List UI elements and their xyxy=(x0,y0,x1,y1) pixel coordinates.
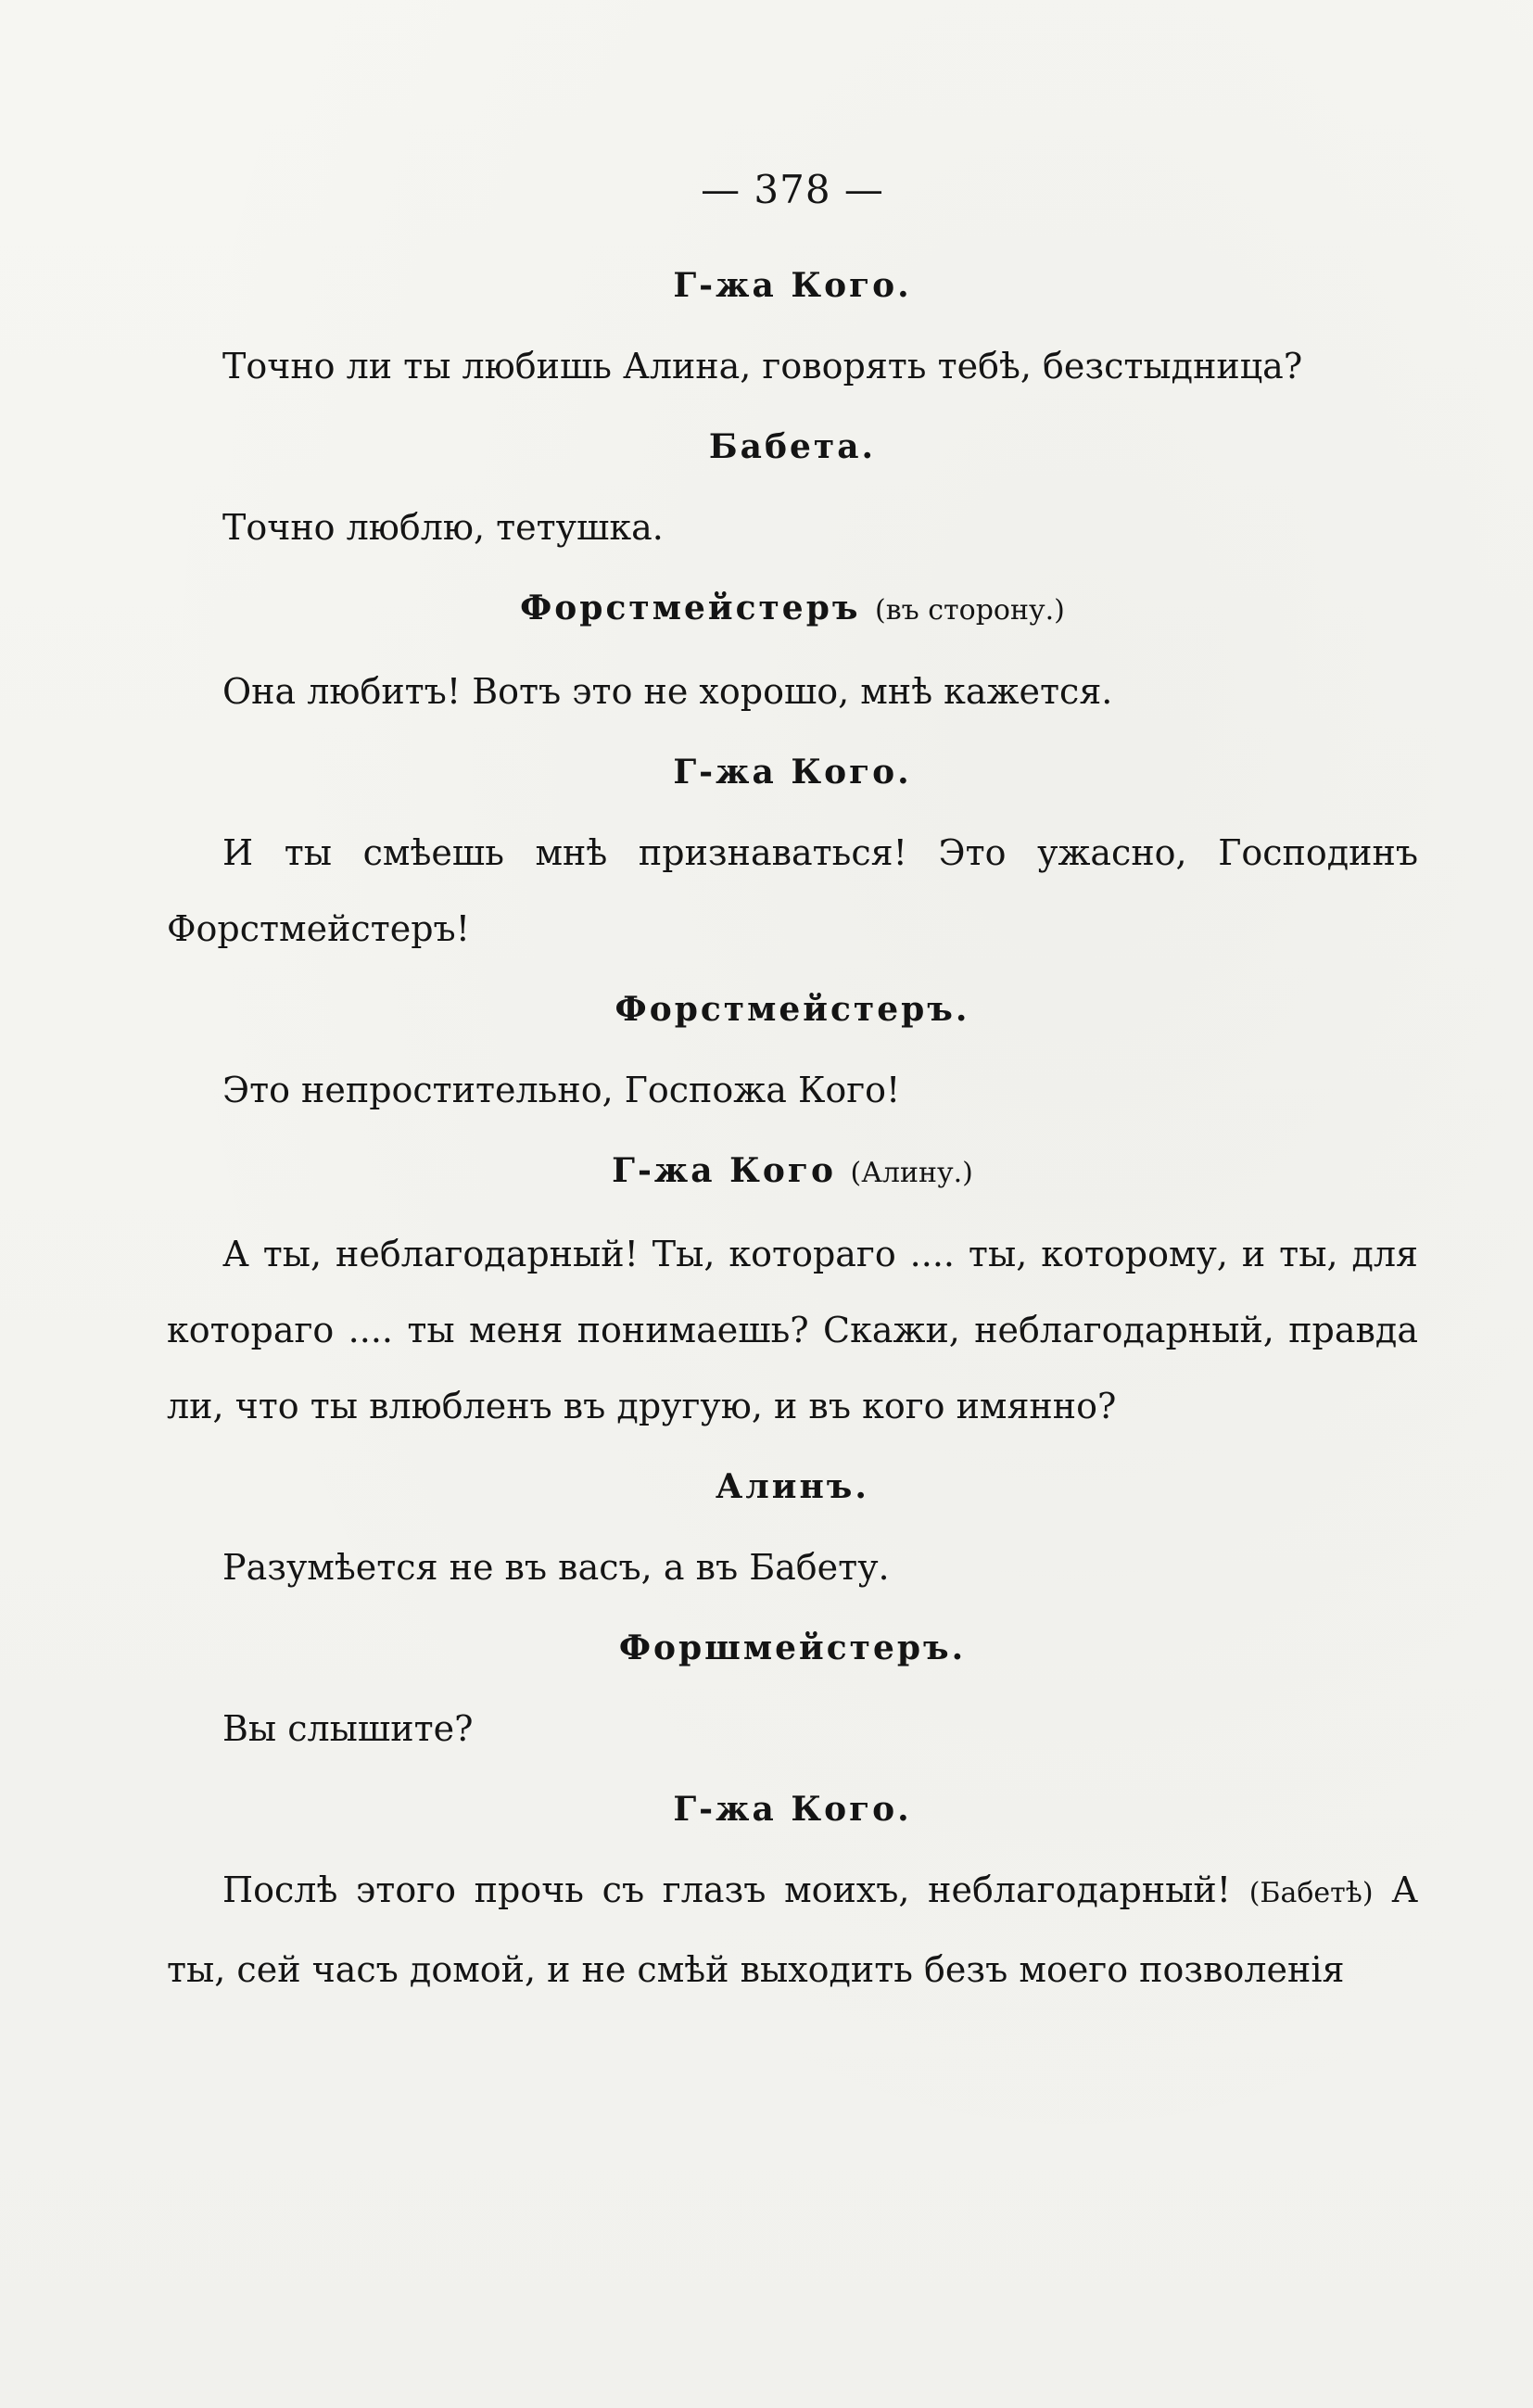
speaker-heading xyxy=(167,1626,1418,1670)
speaker-name: Бабета. xyxy=(708,427,877,466)
speaker-name: Форстмейстеръ. xyxy=(614,990,970,1029)
stage-direction: (Бабетѣ) xyxy=(1248,1877,1374,1909)
speaker-heading xyxy=(167,1787,1418,1831)
speaker-heading xyxy=(167,586,1418,633)
speech-line: Вы слышите? xyxy=(222,1708,474,1749)
speaker-heading xyxy=(167,263,1418,308)
stage-direction: (Алину.) xyxy=(850,1157,973,1189)
speaker-name: Г-жа Кого. xyxy=(673,753,912,792)
page-number: — 378 — xyxy=(701,167,884,212)
speaker-name: Г-жа Кого. xyxy=(673,1790,912,1829)
speaker-name: Г-жа Кого. xyxy=(673,266,912,305)
speaker-name: Г-жа Кого xyxy=(612,1151,836,1190)
stage-direction: (въ сторону.) xyxy=(875,594,1065,627)
speech-line: Она любитъ! Вотъ это не хорошо, мнѣ кажется. xyxy=(222,671,1113,712)
speech-text: Послѣ этого прочь съ глазъ моихъ, неблагодарный! xyxy=(222,1869,1232,1910)
speech-line xyxy=(167,1852,1418,2008)
speaker-heading xyxy=(167,425,1418,469)
text-block xyxy=(167,167,1418,2028)
speech-line: Это непростительно, Госпожа Кого! xyxy=(222,1070,901,1110)
speech-line: Точно ли ты любишь Алина, говорять тебѣ, безстыдница? xyxy=(222,346,1303,387)
speaker-name: Форстмейстеръ xyxy=(520,589,861,627)
speech-line: А ты, неблагодарный! Ты, котораго .... ты, которому, и ты, для котораго .... ты меня понимаешь? Скажи, неблагодарный, правда ли, что ты влюбленъ въ другую, и въ кого имянно? xyxy=(167,1234,1418,1426)
speaker-name: Форшмейстеръ. xyxy=(618,1629,967,1667)
speaker-heading xyxy=(167,987,1418,1032)
speech-line: Разумѣется не въ васъ, а въ Бабету. xyxy=(222,1547,890,1588)
speech-line: Точно люблю, тетушка. xyxy=(222,507,664,548)
speech-text-continued: А ты, сей часъ домой, и не смѣй выходить безъ моего позволенія xyxy=(167,1869,1418,1990)
speaker-heading xyxy=(167,750,1418,794)
speaker-name: Алинъ. xyxy=(716,1467,869,1506)
speaker-heading xyxy=(167,1464,1418,1509)
speaker-heading xyxy=(167,1148,1418,1196)
speech-line: И ты смѣешь мнѣ признаваться! Это ужасно, Господинъ Форстмейстеръ! xyxy=(167,832,1418,949)
